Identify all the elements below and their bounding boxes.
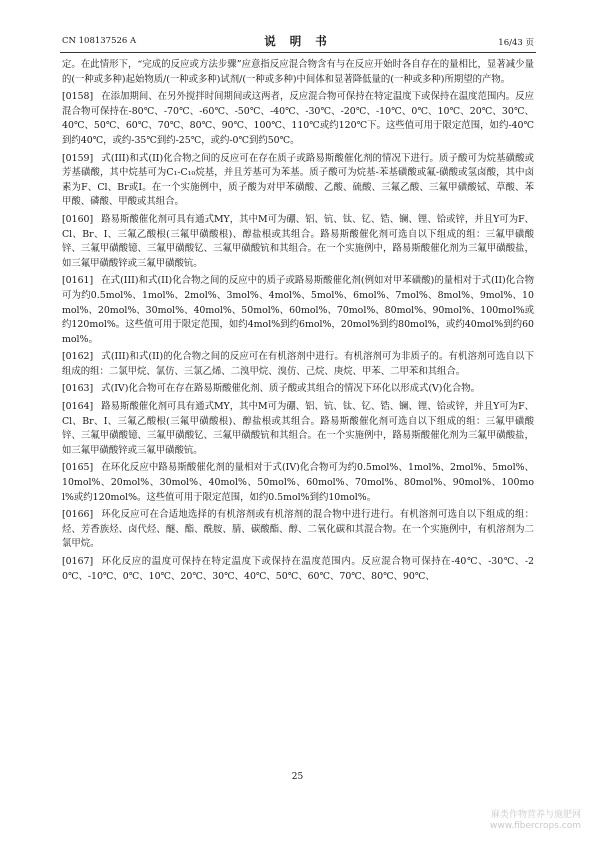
paragraph-number: [0159] <box>62 152 94 164</box>
paragraph <box>62 152 534 210</box>
paragraph-text: 环化反应的温度可保持在特定温度下或保持在温度范围内。反应混合物可保持在-40℃、-30℃、-20℃、-10℃、0℃、10℃、20℃、30℃、40℃、50℃、60℃、70℃、80℃、90℃、 <box>62 556 534 582</box>
paragraph <box>62 461 534 505</box>
paragraph-number: [0158] <box>62 91 94 103</box>
paragraph-number: [0160] <box>62 213 94 225</box>
paragraph <box>62 400 534 458</box>
paragraph <box>62 274 534 347</box>
page-of-indicator: 16/43 页 <box>498 38 534 48</box>
paragraph-text: 式(III)和式(II)的化合物之间的反应可在有机溶剂中进行。有机溶剂可为非质子的。有机溶剂可选自以下组成的组：二氯甲烷、氯仿、三氯乙烯、二溴甲烷、溴仿、己烷、庚烷、甲苯、二甲苯和其组合。 <box>62 351 534 377</box>
watermark <box>490 810 581 832</box>
paragraph-text: 定。在此情形下，“完成的反应或方法步骤”应意指反应混合物含有与在反应开始时各自存在的量相比，显著减少量的(一种或多种)起始物质/(一种或多种)试剂/(一种或多种)中间体和显著降低量的(一种或多种)所期望的产物。 <box>62 59 534 85</box>
paragraph-text: 在式(III)和式(II)化合物之间的反应中的质子或路易斯酸催化剂(例如对甲苯磺酸)的量相对于式(II)化合物可为约0.5mol%、1mol%、2mol%、3mol%、4mol%、5mol%、6mol%、7mol%、8mol%、9mol%、10mol%、20mol%、30mol%、40mol%、50mol%、60mol%、70mol%、80mol%、90mol%、100mol%或约120mol%。这些值可用于限定范围，如约4mol%到约6mol%，20mol%到约80mol%，或约40mol%到约60mol%。 <box>62 275 534 345</box>
paragraph <box>62 58 534 87</box>
paragraph <box>62 382 534 397</box>
page-header <box>62 34 534 48</box>
paragraph-number: [0166] <box>62 509 94 521</box>
paragraph <box>62 508 534 552</box>
paragraph-text: 路易斯酸催化剂可具有通式MY，其中M可为硼、铝、钪、钛、钇、锆、镧、锂、铪或锌，并且Y可为F、Cl、Br、I、三氟乙酸根(三氟甲磺酸根)、醇盐根或其组合。路易斯酸催化剂可选自以下组成的组：三氟甲磺酸锌、三氟甲磺酸镱、三氟甲磺酸钇、三氟甲磺酸钪和其组合。在一个实施例中，路易斯酸催化剂为三氟甲磺酸盐，如三氟甲磺酸锌或三氟甲磺酸钪。 <box>62 213 534 269</box>
paragraph <box>62 213 534 271</box>
watermark-site-name: 麻类作物营养与施肥网 <box>490 810 581 820</box>
paragraph <box>62 555 534 584</box>
page-number: 25 <box>291 772 304 782</box>
document-body <box>62 58 534 587</box>
paragraph <box>62 90 534 148</box>
watermark-url: www.fibercrops.com <box>490 821 581 831</box>
paragraph-number: [0162] <box>62 351 94 363</box>
patent-number: CN 108137526 A <box>62 36 137 46</box>
document-title: 说 明 书 <box>264 34 332 48</box>
paragraph-number: [0161] <box>62 275 94 287</box>
paragraph-number: [0165] <box>62 462 94 474</box>
paragraph-text: 在环化反应中路易斯酸催化剂的量相对于式(IV)化合物可为约0.5mol%、1mol%、2mol%、5mol%、10mol%、20mol%、30mol%、40mol%、50mol%、60mol%、70mol%、80mol%、90mol%、100mol%或约120mol%。这些值可用于限定范围，如约0.5mol%到约10mol%。 <box>62 462 534 503</box>
paragraph <box>62 350 534 379</box>
paragraph-number: [0164] <box>62 401 94 413</box>
paragraph-text: 路易斯酸催化剂可具有通式MY，其中M可为硼、铝、钪、钛、钇、锆、镧、锂、铪或锌，并且Y可为F、Cl、Br、I、三氟乙酸根(三氟甲磺酸根)、醇盐根或其组合。路易斯酸催化剂可选自以下组成的组：三氟甲磺酸锌、三氟甲磺酸镱、三氟甲磺酸钇、三氟甲磺酸钪和其组合。在一个实施例中，路易斯酸催化剂为三氟甲磺酸盐，如三氟甲磺酸锌或三氟甲磺酸钪。 <box>62 401 534 456</box>
paragraph-number: [0167] <box>62 556 94 567</box>
paragraph-text: 环化反应可在合适地选择的有机溶剂或有机溶剂的混合物中进行进行。有机溶剂可选自以下组成的组：烃、芳香族烃、卤代烃、醚、酯、酰胺、腈、碳酸酯、醇、二氧化碳和其混合物。在一个实施例中，有机溶剂为二氯甲烷。 <box>62 509 534 550</box>
paragraph-text: 式(IV)化合物可在存在路易斯酸催化剂、质子酸或其组合的情况下环化以形成式(V)化合物。 <box>101 383 480 395</box>
paragraph-text: 式(III)和式(II)化合物之间的反应可在存在质子或路易斯酸催化剂的情况下进行。质子酸可为烷基磺酸或芳基磺酸，其中烷基可为C₁-C₁₀烷基，并且芳基可为苯基。质子酸可为烷基-苯基磺酸或氟-磺酸或氢卤酸，其中卤素为F、Cl、Br或I。在一个实施例中，质子酸为对甲苯磺酸、乙酸、硫酸、三氟乙酸、三氟甲磺酸铽、草酸、苯甲酸、磷酸、甲酸或其组合。 <box>62 152 534 208</box>
paragraph-text: 在添加期间、在另外搅拌时间期间或这两者，反应混合物可保持在特定温度下或保持在温度范围内。反应混合物可保持在-80℃、-70℃、-60℃、-50℃、-40℃、-30℃、-20℃、-10℃、0℃、10℃、20℃、30℃、40℃、50℃、60℃、70℃、80℃、90℃、100℃、110℃或约120℃下。这些值可用于限定范围，如约-40℃到约40℃，或约-35℃到约-25℃，或约-0℃到约50℃。 <box>62 91 534 146</box>
header-divider <box>60 52 536 53</box>
paragraph-number: [0163] <box>62 383 94 395</box>
